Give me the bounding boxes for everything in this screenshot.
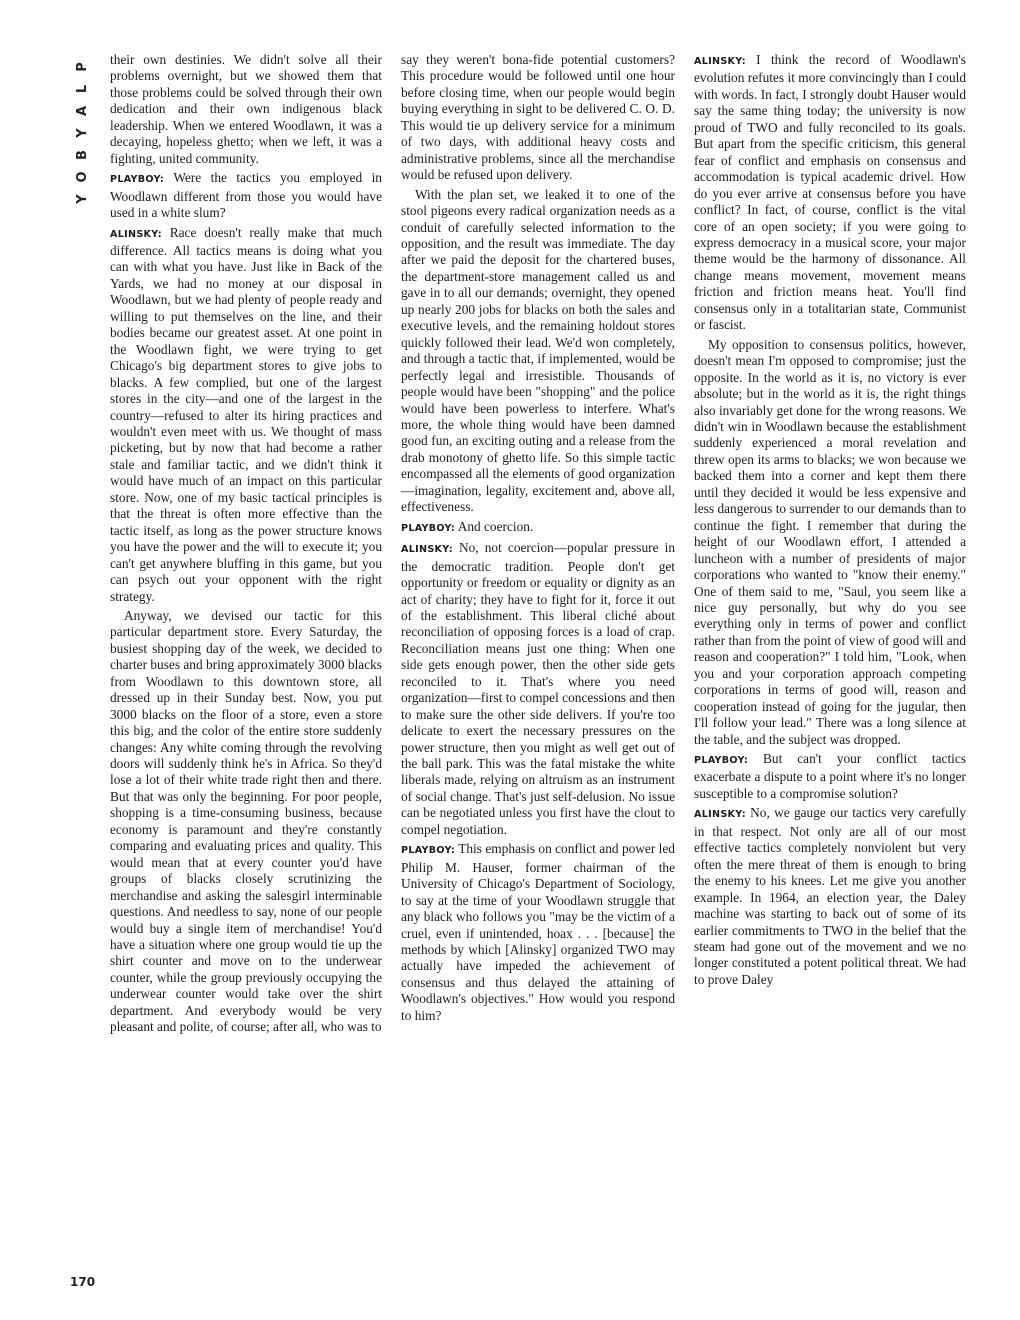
paragraph [694, 751, 966, 802]
paragraph-text: This emphasis on conflict and power led Philip M. Hauser, former chairman of the University of Chicago's Department of Sociology, to say at the time of your Woodlawn struggle that any black who follows you "may be the victim of a cruel, even if unintended, hoax . . . [because] the methods by which [Alinsky] organized TWO may actually have impeded the achievement of consensus and thus delayed the attaining of Woodlawn's objectives." How would you respond to him? [401, 841, 675, 1023]
page-number: 170 [70, 1275, 96, 1289]
speaker-label: PLAYBOY: [694, 755, 749, 767]
text-column-1 [110, 52, 382, 1039]
paragraph-text: With the plan set, we leaked it to one of the stool pigeons every radical organization needs as a conduit of carefully selected information to the opposition, and the result was immediate. The day after we paid the deposit for the chartered buses, the department-store management called us and gave in to all our demands; overnight, they opened up nearly 200 jobs for blacks on both the sales and executive levels, and the remaining holdout stores quickly followed their lead. We'd won completely, and through a tactic that, if implemented, would be perfectly legal and irresistible. Thousands of people would have been "shopping" and the police would have been powerless to interfere. What's more, the whole thing would have been damned good fun, an exciting outing and a release from the drab monotony of ghetto life. So this simple tactic encompassed all the elements of good organization—imagination, legality, excitement and, above all, effectiveness. [401, 186, 675, 515]
sidebar-letter: Y [75, 194, 90, 204]
sidebar-letter: B [75, 150, 90, 160]
paragraph [401, 187, 675, 516]
paragraph [110, 170, 382, 221]
paragraph [110, 608, 382, 1036]
speaker-label: PLAYBOY: [401, 845, 456, 857]
paragraph [401, 52, 675, 184]
sidebar-letter: O [75, 171, 90, 183]
text-column-3 [694, 52, 966, 991]
paragraph-text: Race doesn't really make that much difference. All tactics means is doing what you can with what you have. Just like in Back of the Yards, we had no money at our disposal in Woodlawn, but we had plenty of people ready and willing to put themselves on the line, and their bodies became our greatest asset. At one point in the Woodlawn fight, we were trying to get Chicago's big department stores to give jobs to blacks. A few complied, but one of the largest stores in the city—and one of the largest in the country—refused to alter its hiring practices and wouldn't even meet with us. We thought of mass picketing, but by now that had become a rather stale and familiar tactic, and we didn't think it would have much of an impact on this particular store. Now, one of my basic tactical principles is that the threat is often more effective than the tactic itself, as long as the power structure knows you have the power and the will to execute it; you can't get anywhere bluffing in this game, but you can psych out your opponent with the right strategy. [110, 224, 382, 604]
paragraph [401, 540, 675, 838]
paragraph-text: And coercion. [457, 518, 534, 534]
magazine-sidebar [74, 56, 100, 210]
paragraph-text: Anyway, we devised our tactic for this particular department store. Every Saturday, the busiest shopping day of the week, we decided to charter buses and bring approximately 3000 blacks from Woodlawn to this downtown store, all dressed up in their Sunday best. Now, you put 3000 blacks on the floor of a store, even a store this big, and the color of the entire store suddenly changes: Any white coming through the revolving doors will suddenly think he's in Africa. So they'd lose a lot of their white trade right then and there. But that was only the beginning. For poor people, shopping is a time-consuming business, because economy is paramount and they're constantly comparing and evaluating prices and quality. This would mean that at every counter you'd have groups of blacks closely scrutinizing the merchandise and asking the salesgirl interminable questions. And needless to say, none of our people would buy a single item of merchandise! You'd have a situation where one group would tie up the shirt counter and move on to the underwear counter, while the group previously occupying the underwear counter would take over the shirt department. And everybody would be very pleasant and polite, of course; after all, who was to [110, 607, 382, 1035]
sidebar-letter: Y [75, 128, 90, 138]
sidebar-letter: A [75, 105, 90, 117]
paragraph [694, 337, 966, 748]
speaker-label: ALINSKY: [401, 544, 453, 556]
sidebar-letter: L [75, 84, 90, 94]
paragraph [110, 225, 382, 605]
text-column-2 [401, 52, 675, 1027]
paragraph [401, 841, 675, 1024]
paragraph [401, 519, 675, 537]
paragraph-text: Were the tactics you employed in Woodlawn different from those you would have used in a white slum? [110, 170, 382, 221]
paragraph-text: say they weren't bona-fide potential customers? This procedure would be followed until one hour before closing time, when our people would begin buying everything in sight to be delivered C. O. D. This would tie up delivery service for a minimum of two days, with additional heavy costs and administrative problems, since all the merchandise would be refused upon delivery. [401, 52, 675, 183]
paragraph [694, 52, 966, 334]
paragraph-text: their own destinies. We didn't solve all their problems overnight, but we showed them that those problems could be solved through their own dedication and their own indigenous black leadership. When we entered Woodlawn, it was a decaying, hopeless ghetto; when we left, it was a fighting, united community. [110, 52, 382, 166]
speaker-label: PLAYBOY: [401, 522, 456, 534]
speaker-label: ALINSKY: [110, 228, 162, 240]
paragraph [110, 52, 382, 167]
speaker-label: PLAYBOY: [110, 174, 165, 186]
paragraph [694, 805, 966, 988]
paragraph-text: My opposition to consensus politics, however, doesn't mean I'm opposed to compromise; just the opposite. In the world as it is, no victory is ever absolute; but in the world as it is, the right things also invariably get done for the wrong reasons. We didn't win in Woodlawn because the establishment suddenly experienced a moral revelation and threw open its arms to blacks; we won because we backed them into a corner and kept them there until they decided it would be less expensive and less dangerous to surrender to our demands than to continue the fight. I remember that during the height of our Woodlawn effort, I attended a luncheon with a number of presidents of major corporations who wanted to "know their enemy." One of them said to me, "Saul, you seem like a nice guy personally, but why do you see everything only in terms of power and conflict rather than from the point of view of good will and reason and cooperation?" I told him, "Look, when you and your corporation approach competing corporations in terms of good will, reason and cooperation instead of going for the jugular, then I'll follow your lead." There was a long silence at the table, and the subject was dropped. [694, 336, 966, 747]
paragraph-text: No, we gauge our tactics very carefully in that respect. Not only are all of our most effective tactics completely nonviolent but very often the mere threat of them is enough to bring the enemy to his knees. Let me give you another example. In 1964, an election year, the Daley machine was starting to back out of some of its earlier commitments to TWO in the belief that the steam had gone out of the movement and we no longer constituted a potent political threat. We had to prove Daley [694, 805, 967, 987]
speaker-label: ALINSKY: [694, 809, 746, 821]
paragraph-text: I think the record of Woodlawn's evolution refutes it more convincingly than I could with words. In fact, I strongly doubt Hauser would say the same thing today; the university is now proud of TWO and fully reconciled to its goals. But apart from the specific criticism, this general fear of conflict and emphasis on consensus and accommodation is typical academic drivel. How do you ever arrive at consensus before you have conflict? In fact, of course, conflict is the vital core of an open society; if you were going to express democracy in a musical score, your major theme would be the harmony of dissonance. All change means movement, movement means friction and friction means heat. You'll find consensus only in a totalitarian state, Communist or fascist. [694, 52, 966, 333]
sidebar-letter: P [75, 62, 90, 72]
paragraph-text: But can't your conflict tactics exacerbate a dispute to a point where it's no longer susceptible to a compromise solution? [694, 751, 966, 801]
paragraph-text: No, not coercion—popular pressure in the democratic tradition. People don't get opportunity or freedom or equality or dignity as an act of charity; they have to fight for it, force it out of the establishment. This liberal cliché about reconciliation of opposing forces is a load of crap. Reconciliation means just one thing: When one side gets enough power, then the other side gets reconciled to it. That's where you need organization—first to compel concessions and then to make sure the other side delivers. If you're too delicate to exert the necessary pressures on the power structure, then you might as well get out of the ball park. This was the fatal mistake the white liberals made, relying on altruism as an instrument of social change. That's just self-delusion. No issue can be negotiated unless you first have the clout to compel negotiation. [401, 540, 676, 837]
speaker-label: ALINSKY: [694, 56, 746, 67]
